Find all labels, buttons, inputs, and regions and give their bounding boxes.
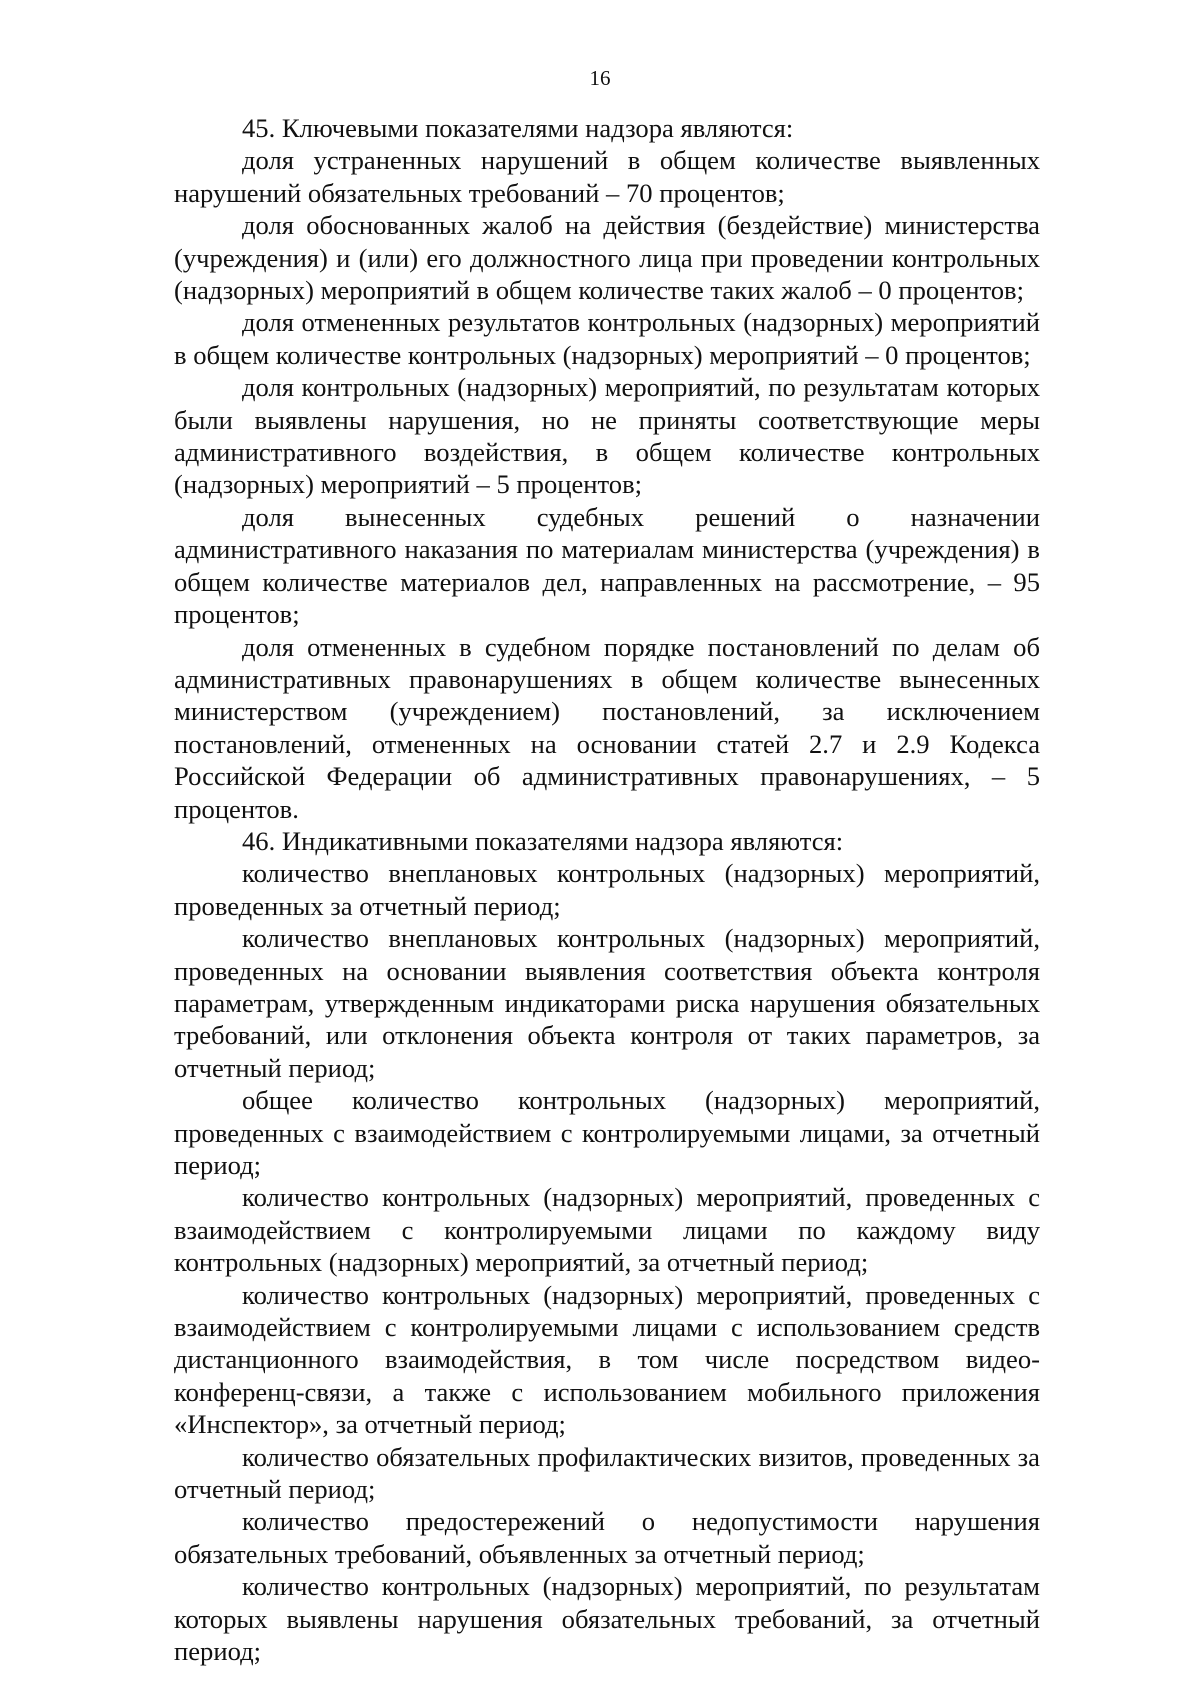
paragraph-key-indicator-1: доля устраненных нарушений в общем количестве выявленных нарушений обязательных требований – 70 процентов; — [174, 145, 1040, 208]
paragraph-key-indicator-2: доля обоснованных жалоб на действия (бездействие) министерства (учреждения) и (или) его должностного лица при проведении контрольных (надзорных) мероприятий в общем количестве таких жалоб – 0 процентов; — [174, 210, 1040, 306]
paragraph-indicative-indicator-4: количество контрольных (надзорных) мероприятий, проведенных с взаимодействием с контролируемыми лицами по каждому виду контрольных (надзорных) мероприятий, за отчетный период; — [174, 1182, 1040, 1278]
paragraph-key-indicator-5: доля вынесенных судебных решений о назначении административного наказания по материалам министерства (учреждения) в общем количестве материалов дел, направленных на рассмотрение, – 95 процентов; — [174, 501, 1040, 630]
paragraph-key-indicator-4: доля контрольных (надзорных) мероприятий, по результатам которых были выявлены нарушения, но не приняты соответствующие меры административного воздействия, в общем количестве контрольных (надзорных) мероприятий – 5 процентов; — [174, 372, 1040, 500]
page-number: 16 — [589, 66, 611, 90]
document-body — [174, 112, 1040, 1668]
paragraph-indicative-indicator-2: количество внеплановых контрольных (надзорных) мероприятий, проведенных на основании выявления соответствия объекта контроля параметрам, утвержденным индикаторами риска нарушения обязательных требований, или отклонения объекта контроля от таких параметров, за отчетный период; — [174, 923, 1040, 1083]
paragraph-key-indicator-6: доля отмененных в судебном порядке постановлений по делам об административных правонарушениях в общем количестве вынесенных министерством (учреждением) постановлений, за исключением постановлений, отмененных на основании статей 2.7 и 2.9 Кодекса Российской Федерации об административных правонарушениях, – 5 процентов. — [174, 631, 1040, 824]
paragraph-46-heading: 46. Индикативными показателями надзора являются: — [242, 825, 844, 856]
paragraph-indicative-indicator-6: количество обязательных профилактических визитов, проведенных за отчетный период; — [174, 1441, 1040, 1505]
paragraph-key-indicator-3: доля отмененных результатов контрольных (надзорных) мероприятий в общем количестве контрольных (надзорных) мероприятий – 0 процентов; — [174, 307, 1040, 370]
paragraph-indicative-indicator-3: общее количество контрольных (надзорных) мероприятий, проведенных с взаимодействием с контролируемыми лицами, за отчетный период; — [174, 1085, 1040, 1180]
paragraph-indicative-indicator-7: количество предостережений о недопустимости нарушения обязательных требований, объявленных за отчетный период; — [174, 1506, 1040, 1569]
paragraph-indicative-indicator-8: количество контрольных (надзорных) мероприятий, по результатам которых выявлены нарушения обязательных требований, за отчетный период; — [174, 1571, 1040, 1667]
paragraph-indicative-indicator-5: количество контрольных (надзорных) мероприятий, проведенных с взаимодействием с контролируемыми лицами с использованием средств дистанционного взаимодействия, в том числе посредством видео-конференц-связи, а также с использованием мобильного приложения «Инспектор», за отчетный период; — [174, 1279, 1040, 1440]
paragraph-indicative-indicator-1: количество внеплановых контрольных (надзорных) мероприятий, проведенных за отчетный период; — [174, 858, 1040, 921]
paragraph-45-heading: 45. Ключевыми показателями надзора являются: — [242, 113, 794, 143]
